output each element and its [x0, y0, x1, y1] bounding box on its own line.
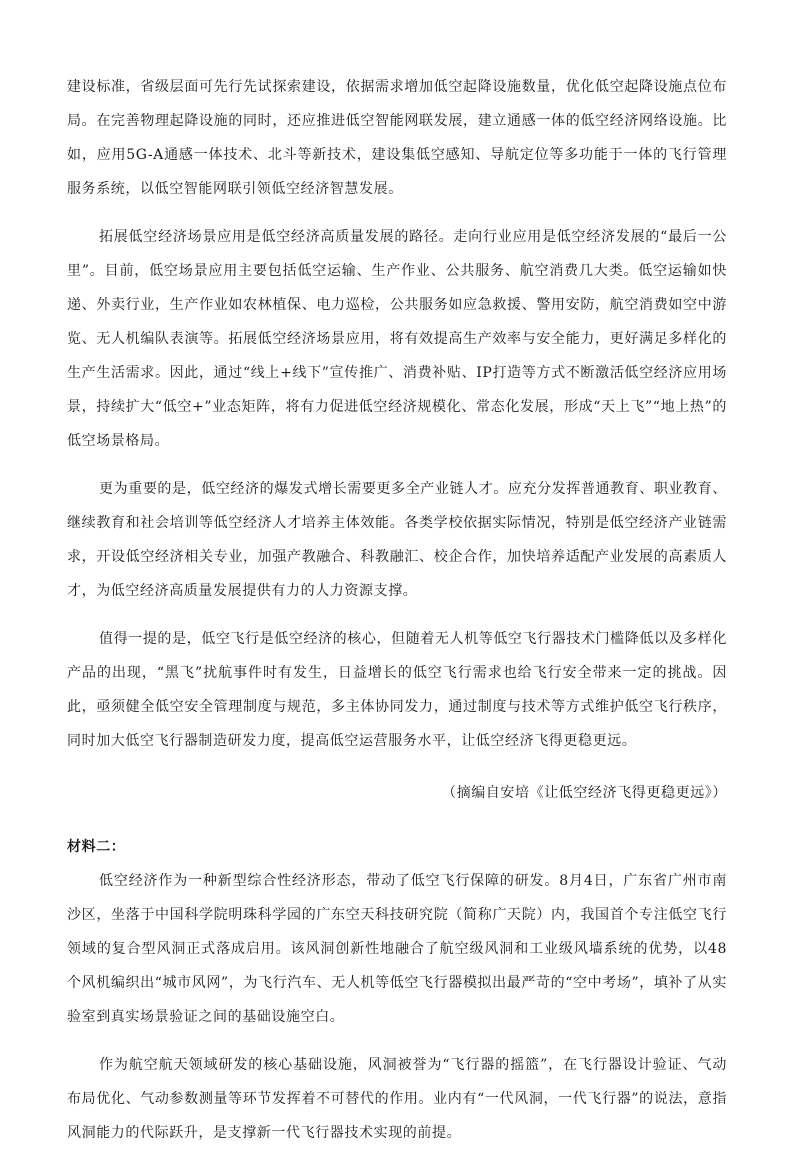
paragraph-wind-tunnel: 低空经济作为一种新型综合性经济形态，带动了低空飞行保障的研发。8月4日，广东省广州市南沙区，坐落于中国科学院明珠科学园的广东空天科技研究院（简称广天院）内，我国首个专注低空飞行领域的复合型风洞正式落成启用。该风洞创新性地融合了航空级风洞和工业级风墙系统的优势，以48个风机编织出“城市风网”，为飞行汽车、无人机等低空飞行器模拟出最严苛的“空中考场”，填补了从实验室到真实场景验证之间的基础设施空白。	[67, 873, 727, 1025]
paragraph-scenario-application: 拓展低空经济场景应用是低空经济高质量发展的路径。走向行业应用是低空经济发展的“最后一公里”。目前，低空场景应用主要包括低空运输、生产作业、公共服务、航空消费几大类。低空运输如快递、外卖行业，生产作业如农林植保、电力巡检，公共服务如应急救援、警用安防，航空消费如空中游览、无人机编队表演等。拓展低空经济场景应用，将有效提高生产效率与安全能力，更好满足多样化的生产生活需求。因此，通过“线上+线下”宣传推广、消费补贴、IP打造等方式不断激活低空经济应用场景，持续扩大“低空+”业态矩阵，将有力促进低空经济规模化、常态化发展，形成“天上飞”“地上热”的低空场景格局。	[67, 229, 727, 449]
paragraph-flight-safety: 值得一提的是，低空飞行是低空经济的核心，但随着无人机等低空飞行器技术门槛降低以及多样化产品的出现，“黑飞”扰航事件时有发生，日益增长的低空飞行需求也给飞行安全带来一定的挑战。因此，亟须健全低空安全管理制度与规范，多主体协同发力，通过制度与技术等方式维护低空飞行秩序，同时加大低空飞行器制造研发力度，提高低空运营服务水平，让低空经济飞得更稳更远。	[67, 631, 727, 749]
paragraph-talent-training: 更为重要的是，低空经济的爆发式增长需要更多全产业链人才。应充分发挥普通教育、职业教育、继续教育和社会培训等低空经济人才培养主体效能。各类学校依据实际情况，特别是低空经济产业链需求，开设低空经济相关专业，加强产教融合、科教融汇、校企合作，加快培养适配产业发展的高素质人才，为低空经济高质量发展提供有力的人力资源支撑。	[67, 481, 727, 599]
source-citation: （摘编自安培《让低空经济飞得更稳更远》）	[442, 785, 727, 801]
paragraph-wind-tunnel-role: 作为航空航天领域研发的核心基础设施，风洞被誉为“飞行器的摇篮”，在飞行器设计验证、气动布局优化、气动参数测量等环节发挥着不可替代的作用。业内有“一代风洞，一代飞行器”的说法，意指风洞能力的代际跃升，是支撑新一代飞行器技术实现的前提。	[67, 1057, 727, 1141]
document-page	[67, 70, 727, 1150]
paragraph-infrastructure: 建设标准，省级层面可先行先试探索建设，依据需求增加低空起降设施数量，优化低空起降设施点位布局。在完善物理起降设施的同时，还应推进低空智能网联发展，建立通感一体的低空经济网络设施。比如，应用5G-A通感一体技术、北斗等新技术，建设集低空感知、导航定位等多功能于一体的飞行管理服务系统，以低空智能网联引领低空经济智慧发展。	[67, 79, 727, 197]
section-heading-material-two: 材料二：	[67, 839, 126, 855]
